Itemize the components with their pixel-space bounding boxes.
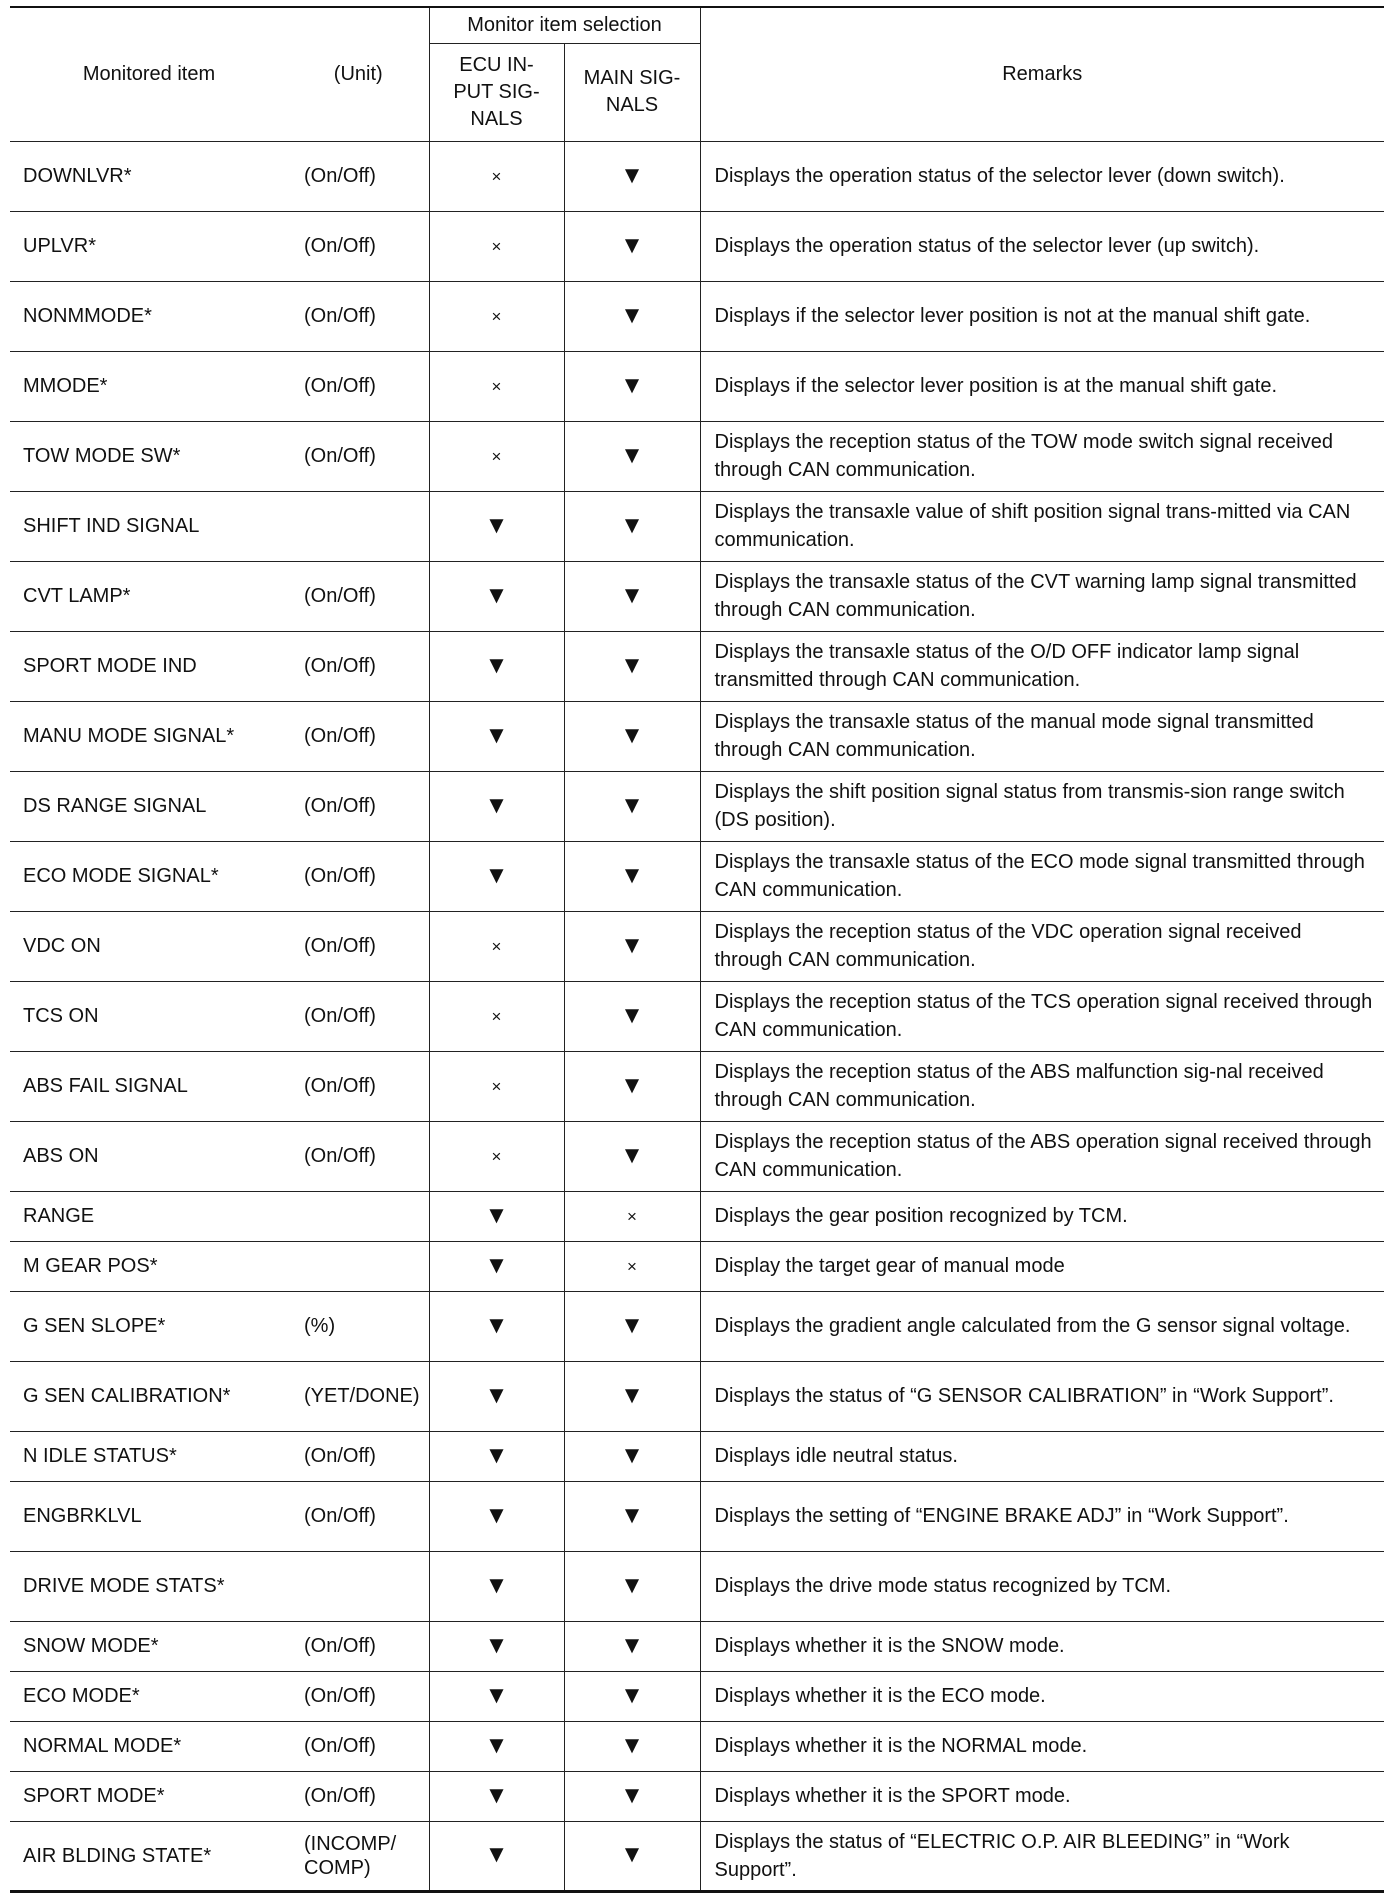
remarks-cell: Displays the operation status of the selector lever (up switch). xyxy=(700,211,1384,281)
remarks-cell: Displays the transaxle value of shift position signal trans-mitted via CAN communication. xyxy=(700,491,1384,561)
header-ecu-input-signals: ECU IN- PUT SIG- NALS xyxy=(429,43,564,141)
ecu-input-signal-cell xyxy=(429,1481,564,1551)
main-signal-cell xyxy=(564,1821,700,1891)
ecu-input-signal-cell xyxy=(429,1821,564,1891)
remarks-cell: Displays whether it is the SNOW mode. xyxy=(700,1621,1384,1671)
table-row xyxy=(10,281,1384,351)
monitored-item-cell: AIR BLDING STATE* xyxy=(10,1821,288,1891)
selected-triangle-icon: ▼ xyxy=(620,1841,644,1868)
selected-triangle-icon: ▼ xyxy=(484,1841,509,1868)
selected-triangle-icon: ▼ xyxy=(484,1251,509,1279)
remarks-cell: Displays the status of “G SENSOR CALIBRATION” in “Work Support”. xyxy=(700,1361,1384,1431)
selected-triangle-icon: ▼ xyxy=(620,301,644,329)
remarks-cell: Displays the status of “ELECTRIC O.P. AIR BLEEDING” in “Work Support”. xyxy=(700,1821,1384,1891)
selected-triangle-icon: ▼ xyxy=(620,1731,644,1759)
selected-triangle-icon: ▼ xyxy=(620,1681,644,1709)
selected-triangle-icon: ▼ xyxy=(484,1501,509,1529)
table-row xyxy=(10,561,1384,631)
main-signal-cell xyxy=(564,1361,700,1431)
table-row xyxy=(10,1551,1384,1621)
ecu-input-signal-cell xyxy=(429,1671,564,1721)
selected-triangle-icon: ▼ xyxy=(484,1731,509,1759)
table-row xyxy=(10,1241,1384,1291)
main-signal-cell xyxy=(564,911,700,981)
selected-triangle-icon: ▼ xyxy=(484,1681,509,1709)
ecu-input-signal-cell xyxy=(429,1361,564,1431)
unit-cell xyxy=(288,491,429,561)
remarks-cell: Displays the drive mode status recognized by TCM. xyxy=(700,1551,1384,1621)
ecu-input-signal-cell xyxy=(429,911,564,981)
table-row xyxy=(10,1431,1384,1481)
remarks-cell: Displays the transaxle status of the manual mode signal transmitted through CAN communication. xyxy=(700,701,1384,771)
table-row xyxy=(10,911,1384,981)
not-selected-cross-icon: × xyxy=(627,1206,637,1226)
table-row xyxy=(10,211,1384,281)
monitored-item-cell: SPORT MODE* xyxy=(10,1771,288,1821)
main-signal-cell xyxy=(564,1481,700,1551)
monitored-item-cell: VDC ON xyxy=(10,911,288,981)
selected-triangle-icon: ▼ xyxy=(620,1781,644,1809)
table-body xyxy=(10,141,1384,1891)
not-selected-cross-icon: × xyxy=(491,1006,502,1026)
selected-triangle-icon: ▼ xyxy=(484,1201,509,1229)
remarks-cell: Display the target gear of manual mode xyxy=(700,1241,1384,1291)
ecu-input-signal-cell xyxy=(429,351,564,421)
remarks-cell: Displays the reception status of the ABS operation signal received through CAN communication. xyxy=(700,1121,1384,1191)
main-signal-cell xyxy=(564,1051,700,1121)
unit-cell: (On/Off) xyxy=(288,1771,429,1821)
selected-triangle-icon: ▼ xyxy=(620,1071,644,1099)
remarks-cell: Displays the setting of “ENGINE BRAKE ADJ” in “Work Support”. xyxy=(700,1481,1384,1551)
unit-cell: (On/Off) xyxy=(288,841,429,911)
remarks-cell: Displays the shift position signal status from transmis-sion range switch (DS position). xyxy=(700,771,1384,841)
table-row xyxy=(10,1291,1384,1361)
main-signal-cell xyxy=(564,1431,700,1481)
main-signal-cell xyxy=(564,351,700,421)
selected-triangle-icon: ▼ xyxy=(620,1311,644,1339)
selected-triangle-icon: ▼ xyxy=(620,1001,644,1029)
main-signal-cell xyxy=(564,701,700,771)
table-row xyxy=(10,351,1384,421)
unit-cell xyxy=(288,1551,429,1621)
main-signal-cell xyxy=(564,281,700,351)
monitored-item-cell: N IDLE STATUS* xyxy=(10,1431,288,1481)
remarks-cell: Displays the transaxle status of the CVT warning lamp signal transmitted through CAN communication. xyxy=(700,561,1384,631)
main-signal-cell xyxy=(564,631,700,701)
selected-triangle-icon: ▼ xyxy=(484,1571,509,1599)
table-row xyxy=(10,1481,1384,1551)
monitored-item-cell: NORMAL MODE* xyxy=(10,1721,288,1771)
table-row xyxy=(10,141,1384,211)
ecu-input-signal-cell xyxy=(429,141,564,211)
table-row xyxy=(10,841,1384,911)
unit-cell: (On/Off) xyxy=(288,561,429,631)
unit-cell: (On/Off) xyxy=(288,141,429,211)
remarks-cell: Displays the gear position recognized by TCM. xyxy=(700,1191,1384,1241)
monitored-item-cell: ABS ON xyxy=(10,1121,288,1191)
unit-cell: (On/Off) xyxy=(288,421,429,491)
selected-triangle-icon: ▼ xyxy=(484,1781,509,1809)
table-row xyxy=(10,701,1384,771)
remarks-cell: Displays if the selector lever position is at the manual shift gate. xyxy=(700,351,1384,421)
header-remarks: Remarks xyxy=(700,7,1384,141)
not-selected-cross-icon: × xyxy=(491,1146,502,1166)
remarks-cell: Displays the transaxle status of the O/D OFF indicator lamp signal transmitted through CAN communication. xyxy=(700,631,1384,701)
unit-cell xyxy=(288,1241,429,1291)
ecu-input-signal-cell xyxy=(429,1621,564,1671)
selected-triangle-icon: ▼ xyxy=(620,231,644,259)
remarks-cell: Displays idle neutral status. xyxy=(700,1431,1384,1481)
remarks-cell: Displays whether it is the ECO mode. xyxy=(700,1671,1384,1721)
ecu-input-signal-cell xyxy=(429,1051,564,1121)
ecu-input-signal-cell xyxy=(429,1241,564,1291)
monitored-item-cell: G SEN CALIBRATION* xyxy=(10,1361,288,1431)
ecu-input-signal-cell xyxy=(429,1551,564,1621)
selected-triangle-icon: ▼ xyxy=(620,511,644,539)
unit-cell: (On/Off) xyxy=(288,701,429,771)
monitored-item-cell: TCS ON xyxy=(10,981,288,1051)
unit-cell: (On/Off) xyxy=(288,1431,429,1481)
table-row xyxy=(10,981,1384,1051)
monitored-item-cell: ABS FAIL SIGNAL xyxy=(10,1051,288,1121)
table-row xyxy=(10,1051,1384,1121)
unit-cell: (On/Off) xyxy=(288,1481,429,1551)
main-signal-cell xyxy=(564,771,700,841)
ecu-input-signal-cell xyxy=(429,1121,564,1191)
not-selected-cross-icon: × xyxy=(491,446,502,466)
unit-cell: (On/Off) xyxy=(288,981,429,1051)
selected-triangle-icon: ▼ xyxy=(620,1441,644,1469)
main-signal-cell xyxy=(564,1191,700,1241)
selected-triangle-icon: ▼ xyxy=(620,791,644,819)
selected-triangle-icon: ▼ xyxy=(620,1501,644,1529)
remarks-cell: Displays the reception status of the TCS operation signal received through CAN communication. xyxy=(700,981,1384,1051)
monitored-item-cell: DRIVE MODE STATS* xyxy=(10,1551,288,1621)
unit-cell: (%) xyxy=(288,1291,429,1361)
not-selected-cross-icon: × xyxy=(491,166,502,186)
monitored-item-cell: ENGBRKLVL xyxy=(10,1481,288,1551)
selected-triangle-icon: ▼ xyxy=(620,1631,644,1659)
table-row xyxy=(10,421,1384,491)
remarks-cell: Displays the reception status of the ABS malfunction sig-nal received through CAN communication. xyxy=(700,1051,1384,1121)
selected-triangle-icon: ▼ xyxy=(620,371,644,399)
selected-triangle-icon: ▼ xyxy=(620,1571,644,1599)
remarks-cell: Displays the reception status of the VDC operation signal received through CAN communication. xyxy=(700,911,1384,981)
table-row xyxy=(10,491,1384,561)
remarks-cell: Displays the gradient angle calculated from the G sensor signal voltage. xyxy=(700,1291,1384,1361)
monitored-item-cell: DOWNLVR* xyxy=(10,141,288,211)
selected-triangle-icon: ▼ xyxy=(620,721,644,749)
monitored-item-cell: UPLVR* xyxy=(10,211,288,281)
ecu-input-signal-cell xyxy=(429,1291,564,1361)
main-signal-cell xyxy=(564,1551,700,1621)
not-selected-cross-icon: × xyxy=(491,306,502,326)
monitor-item-table xyxy=(10,6,1384,1893)
unit-cell: (On/Off) xyxy=(288,281,429,351)
selected-triangle-icon: ▼ xyxy=(484,1441,509,1469)
selected-triangle-icon: ▼ xyxy=(620,441,644,469)
not-selected-cross-icon: × xyxy=(491,236,502,256)
unit-cell: (On/Off) xyxy=(288,211,429,281)
remarks-cell: Displays the transaxle status of the ECO mode signal transmitted through CAN communication. xyxy=(700,841,1384,911)
main-signal-cell xyxy=(564,1771,700,1821)
table-row xyxy=(10,771,1384,841)
unit-cell: (On/Off) xyxy=(288,631,429,701)
selected-triangle-icon: ▼ xyxy=(484,861,509,889)
remarks-cell: Displays the operation status of the selector lever (down switch). xyxy=(700,141,1384,211)
table-row xyxy=(10,1361,1384,1431)
main-signal-cell xyxy=(564,1621,700,1671)
selected-triangle-icon: ▼ xyxy=(484,721,509,749)
unit-cell: (INCOMP/ COMP) xyxy=(288,1821,429,1891)
selected-triangle-icon: ▼ xyxy=(620,581,644,609)
main-signal-cell xyxy=(564,1721,700,1771)
selected-triangle-icon: ▼ xyxy=(484,581,509,609)
ecu-input-signal-cell xyxy=(429,421,564,491)
selected-triangle-icon: ▼ xyxy=(484,791,509,819)
header-monitored-item: Monitored item xyxy=(10,7,288,141)
not-selected-cross-icon: × xyxy=(491,936,502,956)
table-row xyxy=(10,1821,1384,1891)
unit-cell xyxy=(288,1191,429,1241)
monitored-item-cell: MMODE* xyxy=(10,351,288,421)
unit-cell: (On/Off) xyxy=(288,771,429,841)
selected-triangle-icon: ▼ xyxy=(620,1381,644,1409)
ecu-input-signal-cell xyxy=(429,561,564,631)
ecu-input-signal-cell xyxy=(429,771,564,841)
main-signal-cell xyxy=(564,1291,700,1361)
ecu-input-signal-cell xyxy=(429,701,564,771)
unit-cell: (On/Off) xyxy=(288,911,429,981)
monitored-item-cell: G SEN SLOPE* xyxy=(10,1291,288,1361)
selected-triangle-icon: ▼ xyxy=(620,931,644,959)
monitored-item-cell: M GEAR POS* xyxy=(10,1241,288,1291)
ecu-input-signal-cell xyxy=(429,491,564,561)
unit-cell: (On/Off) xyxy=(288,1721,429,1771)
main-signal-cell xyxy=(564,421,700,491)
header-monitor-item-selection: Monitor item selection xyxy=(429,7,700,43)
unit-cell: (On/Off) xyxy=(288,1621,429,1671)
monitored-item-cell: ECO MODE* xyxy=(10,1671,288,1721)
ecu-input-signal-cell xyxy=(429,1431,564,1481)
ecu-input-signal-cell xyxy=(429,1771,564,1821)
table-row xyxy=(10,1621,1384,1671)
selected-triangle-icon: ▼ xyxy=(620,1141,644,1169)
main-signal-cell xyxy=(564,561,700,631)
table-row xyxy=(10,1121,1384,1191)
selected-triangle-icon: ▼ xyxy=(620,651,644,679)
table-row xyxy=(10,631,1384,701)
main-signal-cell xyxy=(564,1241,700,1291)
ecu-input-signal-cell xyxy=(429,981,564,1051)
remarks-cell: Displays whether it is the NORMAL mode. xyxy=(700,1721,1384,1771)
monitored-item-cell: MANU MODE SIGNAL* xyxy=(10,701,288,771)
main-signal-cell xyxy=(564,141,700,211)
monitored-item-cell: SPORT MODE IND xyxy=(10,631,288,701)
monitored-item-cell: TOW MODE SW* xyxy=(10,421,288,491)
monitored-item-cell: ECO MODE SIGNAL* xyxy=(10,841,288,911)
table-row xyxy=(10,1721,1384,1771)
unit-cell: (On/Off) xyxy=(288,1671,429,1721)
monitored-item-cell: NONMMODE* xyxy=(10,281,288,351)
unit-cell: (On/Off) xyxy=(288,351,429,421)
ecu-input-signal-cell xyxy=(429,1721,564,1771)
header-main-signals: MAIN SIG- NALS xyxy=(564,43,700,141)
main-signal-cell xyxy=(564,211,700,281)
monitored-item-cell: SNOW MODE* xyxy=(10,1621,288,1671)
unit-cell: (On/Off) xyxy=(288,1051,429,1121)
monitored-item-cell: CVT LAMP* xyxy=(10,561,288,631)
monitored-item-cell: SHIFT IND SIGNAL xyxy=(10,491,288,561)
selected-triangle-icon: ▼ xyxy=(620,161,644,189)
main-signal-cell xyxy=(564,1671,700,1721)
not-selected-cross-icon: × xyxy=(491,1076,502,1096)
table-row xyxy=(10,1191,1384,1241)
monitored-item-cell: DS RANGE SIGNAL xyxy=(10,771,288,841)
header-unit: (Unit) xyxy=(288,7,429,141)
remarks-cell: Displays whether it is the SPORT mode. xyxy=(700,1771,1384,1821)
ecu-input-signal-cell xyxy=(429,281,564,351)
unit-cell: (YET/DONE) xyxy=(288,1361,429,1431)
ecu-input-signal-cell xyxy=(429,841,564,911)
main-signal-cell xyxy=(564,981,700,1051)
selected-triangle-icon: ▼ xyxy=(620,861,644,889)
table-row xyxy=(10,1671,1384,1721)
remarks-cell: Displays the reception status of the TOW mode switch signal received through CAN communication. xyxy=(700,421,1384,491)
selected-triangle-icon: ▼ xyxy=(484,1311,509,1339)
not-selected-cross-icon: × xyxy=(491,376,502,396)
monitored-item-cell: RANGE xyxy=(10,1191,288,1241)
selected-triangle-icon: ▼ xyxy=(484,651,509,679)
ecu-input-signal-cell xyxy=(429,211,564,281)
main-signal-cell xyxy=(564,841,700,911)
selected-triangle-icon: ▼ xyxy=(484,511,509,539)
main-signal-cell xyxy=(564,1121,700,1191)
table-row xyxy=(10,1771,1384,1821)
main-signal-cell xyxy=(564,491,700,561)
selected-triangle-icon: ▼ xyxy=(484,1631,509,1659)
unit-cell: (On/Off) xyxy=(288,1121,429,1191)
ecu-input-signal-cell xyxy=(429,631,564,701)
remarks-cell: Displays if the selector lever position is not at the manual shift gate. xyxy=(700,281,1384,351)
selected-triangle-icon: ▼ xyxy=(484,1381,509,1409)
ecu-input-signal-cell xyxy=(429,1191,564,1241)
not-selected-cross-icon: × xyxy=(627,1256,637,1276)
